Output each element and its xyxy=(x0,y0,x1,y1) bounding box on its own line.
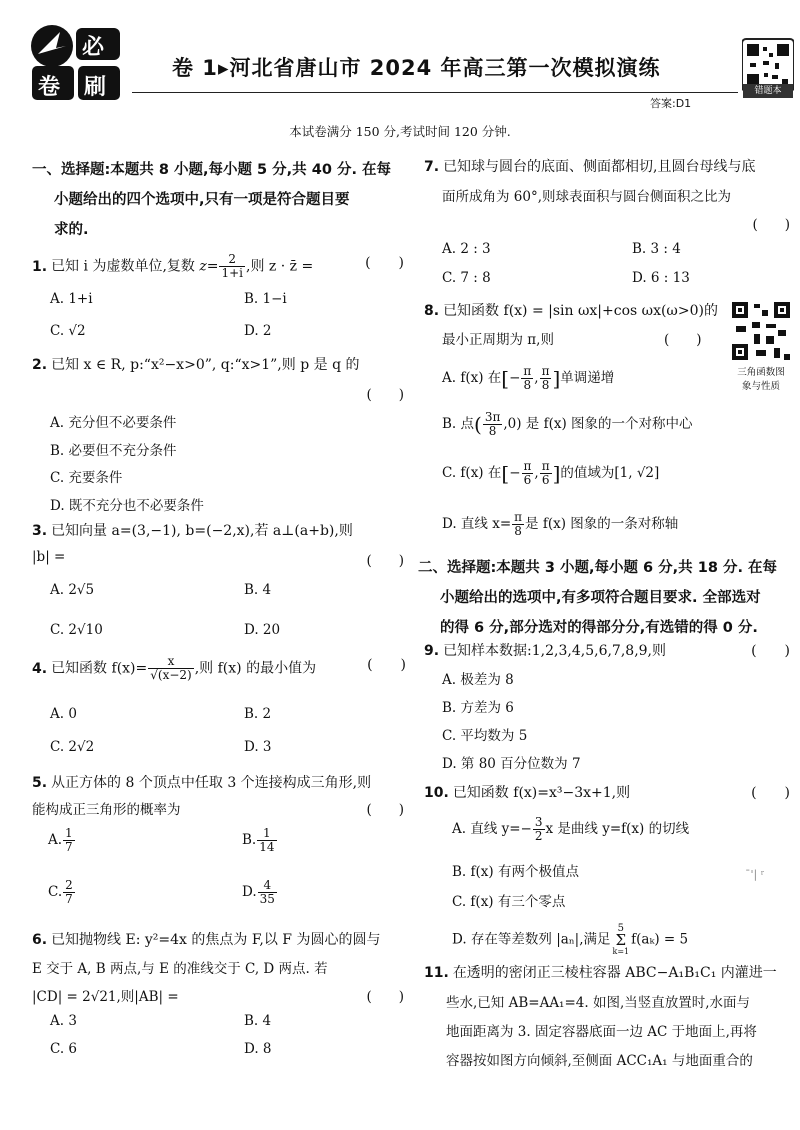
question-number: 10. xyxy=(424,785,449,801)
q9-option-b[interactable]: B. 方差为 6 xyxy=(442,700,514,716)
q10-option-c[interactable]: C. f(x) 有三个零点 xyxy=(452,894,566,910)
option-text-end: 的值域为[1, √2] xyxy=(560,465,660,481)
q1-option-d[interactable]: D. 2 xyxy=(244,323,272,339)
numerator: 3 xyxy=(534,815,543,829)
numerator: 4 xyxy=(258,879,277,893)
q1-option-b[interactable]: B. 1−i xyxy=(244,291,287,307)
q5-option-b[interactable] xyxy=(242,827,278,854)
fraction xyxy=(483,411,503,438)
denominator: 6 xyxy=(523,473,532,487)
question-text: 已知函数 f(x) = |sin ωx|+cos ωx(ω>0)的 xyxy=(443,303,718,319)
minus-sign: − xyxy=(509,370,521,386)
volume-label: 卷 1 xyxy=(172,56,218,80)
option-text-end: 单调递增 xyxy=(560,370,615,386)
q8-option-b[interactable]: B. 点( $\frac{3\pi}{8}$ ,0) 是 f(x) 图象的一个对称中心 xyxy=(442,410,693,438)
question-text: 已知函数 f(x)= xyxy=(51,660,148,677)
q9-option-a[interactable]: A. 极差为 8 xyxy=(442,672,514,688)
question-number: 1. xyxy=(32,258,48,275)
qr-code-icon[interactable] xyxy=(730,300,792,362)
numerator: 1 xyxy=(257,827,276,841)
q4-option-c[interactable]: C. 2√2 xyxy=(50,739,95,755)
question-text-2: |b| = xyxy=(32,549,66,565)
q1-option-c[interactable]: C. √2 xyxy=(50,323,86,339)
numerator: π xyxy=(541,364,550,378)
numerator: π xyxy=(541,459,550,473)
fraction xyxy=(63,827,75,854)
option-label: A. xyxy=(48,832,63,848)
fraction xyxy=(522,460,534,487)
denominator: 14 xyxy=(259,840,275,854)
option-text-end: 是 f(x) 图象的一条对称轴 xyxy=(525,516,679,532)
q10-option-a[interactable] xyxy=(452,816,689,843)
answer-blank[interactable]: ( ) xyxy=(366,553,404,569)
numerator: x xyxy=(148,655,193,669)
answer-blank[interactable]: ( ) xyxy=(664,332,702,348)
section-2-line-2: 小题给出的选项中,有多项符合题目要求. 全部选对 xyxy=(440,590,761,606)
q7-option-a[interactable]: A. 2 : 3 xyxy=(442,241,491,257)
answer-blank[interactable]: ( ) xyxy=(366,387,404,403)
option-text: C. f(x) 在 xyxy=(442,465,502,481)
arrow-icon: ▸ xyxy=(217,56,230,80)
option-text-end: ,0) 是 f(x) 图象的一个对称中心 xyxy=(503,416,693,432)
question-number: 5. xyxy=(32,775,48,791)
title-text: 河北省唐山市 2024 年高三第一次模拟演练 xyxy=(229,56,661,80)
logo-char-right: 刷 xyxy=(84,75,107,100)
sum-lower: k=1 xyxy=(612,947,630,956)
section-1-line-2: 小题给出的四个选项中,只有一项是符合题目要 xyxy=(54,192,350,208)
q3-option-b[interactable]: B. 4 xyxy=(244,582,272,598)
q5-option-a[interactable] xyxy=(48,827,76,854)
section-1-header xyxy=(32,155,412,245)
question-text: 在透明的密闭正三棱柱容器 ABC−A₁B₁C₁ 内灌进一 xyxy=(452,965,777,981)
header-rule xyxy=(132,92,738,93)
fraction xyxy=(540,365,552,392)
question-number: 8. xyxy=(424,303,440,319)
numerator: 1 xyxy=(65,826,73,840)
answer-blank[interactable]: ( ) xyxy=(366,802,404,818)
denominator: 6 xyxy=(541,473,550,487)
q7-option-c[interactable]: C. 7 : 8 xyxy=(442,270,491,286)
fraction xyxy=(533,816,545,843)
question-text-end: ,则 z · z̄ = xyxy=(246,258,314,275)
option-text: A. 直线 y=− xyxy=(452,821,532,837)
q9-option-c[interactable]: C. 平均数为 5 xyxy=(442,728,528,744)
q2-option-a[interactable]: A. 充分但不必要条件 xyxy=(50,415,177,431)
question-text: 已知样本数据:1,2,3,4,5,6,7,8,9,则 xyxy=(443,643,666,659)
sum-sign: Σ xyxy=(615,931,627,949)
q6-option-b[interactable]: B. 4 xyxy=(244,1013,272,1029)
question-number: 3. xyxy=(32,523,48,539)
question-9 xyxy=(424,641,796,661)
question-number: 6. xyxy=(32,932,48,948)
option-label: C. xyxy=(48,884,63,900)
q6-option-a[interactable]: A. 3 xyxy=(50,1013,77,1029)
question-text-2: 能构成正三角形的概率为 xyxy=(32,802,181,818)
q10-option-b[interactable]: B. f(x) 有两个极值点 xyxy=(452,864,579,880)
q8-option-c[interactable]: C. f(x) 在[− $\frac{\pi}{6}$ , $\frac{\pi}{6}$ ]的值域为[1, √2] xyxy=(442,459,660,487)
question-2 xyxy=(32,355,412,375)
option-text-end: f(aₖ) = 5 xyxy=(631,931,689,948)
answer-blank[interactable]: ( ) xyxy=(752,217,790,233)
fraction xyxy=(148,655,193,682)
answer-blank[interactable]: ( ) xyxy=(751,643,790,659)
question-text-4: 容器按如图方向倾斜,至侧面 ACC₁A₁ 与地面重合的 xyxy=(446,1053,753,1069)
question-number: 4. xyxy=(32,660,48,677)
question-text: 已知抛物线 E: y²=4x 的焦点为 F,以 F 为圆心的圆与 xyxy=(51,932,381,948)
question-text: 已知 i 为虚数单位,复数 xyxy=(51,258,200,275)
numerator: 2 xyxy=(219,253,245,267)
denominator: 8 xyxy=(514,524,522,538)
fraction xyxy=(219,253,245,280)
q4-option-b[interactable]: B. 2 xyxy=(244,706,272,722)
question-4 xyxy=(32,655,412,682)
question-text-end: ,则 f(x) 的最小值为 xyxy=(194,660,317,677)
question-text-2: 最小正周期为 π,则 xyxy=(442,332,554,348)
qr-caption xyxy=(722,366,800,394)
question-number: 7. xyxy=(424,159,440,175)
qr-caption-line-1: 三角函数图 xyxy=(737,367,785,378)
option-text-end: x 是曲线 y=f(x) 的切线 xyxy=(545,821,690,837)
question-7 xyxy=(424,157,796,177)
q1-option-a[interactable]: A. 1+i xyxy=(50,291,93,307)
section-1-line-1: 一、选择题:本题共 8 小题,每小题 5 分,共 40 分. 在每 xyxy=(32,162,392,178)
question-1 xyxy=(32,253,412,280)
question-11 xyxy=(424,963,796,983)
q10-option-d[interactable] xyxy=(452,924,688,956)
option-label: B. xyxy=(242,832,257,848)
q4-option-d[interactable]: D. 3 xyxy=(244,739,272,755)
fraction xyxy=(257,827,276,854)
option-text: D. 存在等差数列 |aₙ|,满足 xyxy=(452,931,611,948)
q4-option-a[interactable]: A. 0 xyxy=(50,706,77,722)
q2-option-c[interactable]: C. 充要条件 xyxy=(50,470,123,486)
q8-option-d[interactable] xyxy=(442,511,678,538)
answer-blank[interactable]: ( ) xyxy=(751,785,790,801)
question-text-2: E 交于 A, B 两点,与 E 的准线交于 C, D 两点. 若 xyxy=(32,961,328,977)
question-text-2: 面所成角为 60°,则球表面积与圆台侧面积之比为 xyxy=(442,189,732,205)
q2-option-b[interactable]: B. 必要但不充分条件 xyxy=(50,443,177,459)
denominator: 7 xyxy=(65,840,73,854)
q6-option-d[interactable]: D. 8 xyxy=(244,1041,272,1057)
fraction xyxy=(512,511,524,538)
q8-option-a[interactable]: A. f(x) 在[− $\frac{\pi}{8}$ , $\frac{\pi}{8}$ ]单调递增 xyxy=(442,364,615,392)
denominator: 2 xyxy=(534,829,543,843)
question-text: 已知向量 a=(3,−1), b=(−2,x),若 a⊥(a+b),则 xyxy=(51,523,353,539)
section-2-line-3: 的得 6 分,部分选对的得部分分,有选错的得 0 分. xyxy=(440,620,758,636)
question-text-3: 地面距离为 3. 固定容器底面一边 AC 于地面上,再将 xyxy=(446,1024,757,1040)
question-number: 2. xyxy=(32,357,48,373)
q2-option-d[interactable]: D. 既不充分也不必要条件 xyxy=(50,498,204,514)
question-text-2: 些水,已知 AB=AA₁=4. 如图,当竖直放置时,水面与 xyxy=(446,995,751,1011)
q3-option-a[interactable]: A. 2√5 xyxy=(50,582,95,598)
section-1-line-3: 求的. xyxy=(54,222,89,238)
denominator: 7 xyxy=(65,892,73,906)
math-eq: = xyxy=(206,258,219,275)
q3-option-c[interactable]: C. 2√10 xyxy=(50,622,103,638)
question-5 xyxy=(32,773,412,793)
denominator: 8 xyxy=(541,378,550,392)
q9-option-d[interactable]: D. 第 80 百分位数为 7 xyxy=(442,756,581,772)
denominator: 1+i xyxy=(221,266,243,280)
question-text: 已知函数 f(x)=x³−3x+1,则 xyxy=(452,785,631,801)
question-number: 9. xyxy=(424,643,440,659)
page-title xyxy=(172,52,661,82)
summation xyxy=(613,924,630,956)
question-10 xyxy=(424,783,796,803)
numerator: 3π xyxy=(484,410,501,424)
question-text-3: |CD| = 2√21,则|AB| = xyxy=(32,989,179,1005)
fraction xyxy=(521,365,533,392)
qr-label: 错题本 xyxy=(743,84,793,98)
answer-blank[interactable]: ( ) xyxy=(365,255,404,271)
section-2-header xyxy=(418,553,796,643)
question-text: 已知 x ∈ R, p:“x²−x>0”, q:“x>1”,则 p 是 q 的 xyxy=(51,357,360,373)
denominator: 8 xyxy=(523,378,532,392)
answer-blank[interactable]: ( ) xyxy=(366,989,404,1005)
numerator: π xyxy=(523,459,532,473)
q5-option-c[interactable] xyxy=(48,879,76,906)
sum-upper: 5 xyxy=(617,923,624,934)
option-text: B. 点 xyxy=(442,416,475,432)
answer-blank[interactable]: ( ) xyxy=(367,657,406,673)
fraction xyxy=(63,879,75,906)
q5-option-d[interactable] xyxy=(242,879,278,906)
question-3 xyxy=(32,521,412,541)
denominator: √(x−2) xyxy=(150,668,192,682)
logo-char-left: 卷 xyxy=(38,75,61,100)
denominator: 8 xyxy=(488,424,497,438)
option-text: A. f(x) 在 xyxy=(442,370,502,386)
q7-option-b[interactable]: B. 3 : 4 xyxy=(632,241,681,257)
answer-code: 答案:D1 xyxy=(650,97,692,110)
logo-char-top: 必 xyxy=(82,35,105,60)
section-2-line-1: 二、选择题:本题共 3 小题,每小题 6 分,共 18 分. 在每 xyxy=(418,560,778,576)
q3-option-d[interactable]: D. 20 xyxy=(244,622,281,638)
question-6 xyxy=(32,930,412,950)
option-text: D. 直线 x= xyxy=(442,516,512,532)
numerator: π xyxy=(514,510,523,524)
exam-notice: 本试卷满分 150 分,考试时间 120 分钟. xyxy=(289,124,511,139)
margin-mark: ˉ'| ʳ xyxy=(745,868,765,881)
q6-option-c[interactable]: C. 6 xyxy=(50,1041,78,1057)
option-label: D. xyxy=(242,884,257,900)
question-text: 已知球与圆台的底面、侧面都相切,且圆台母线与底 xyxy=(443,159,756,175)
fraction xyxy=(258,879,277,906)
math-var: z xyxy=(199,258,207,275)
numerator: π xyxy=(523,364,532,378)
qr-caption-line-2: 象与性质 xyxy=(741,381,780,392)
numerator: 2 xyxy=(65,878,73,892)
denominator: 35 xyxy=(259,892,275,906)
q7-option-d[interactable]: D. 6 : 13 xyxy=(632,270,690,286)
question-number: 11. xyxy=(424,965,449,981)
fraction xyxy=(540,460,552,487)
question-text: 从正方体的 8 个顶点中任取 3 个连接构成三角形,则 xyxy=(51,775,372,791)
